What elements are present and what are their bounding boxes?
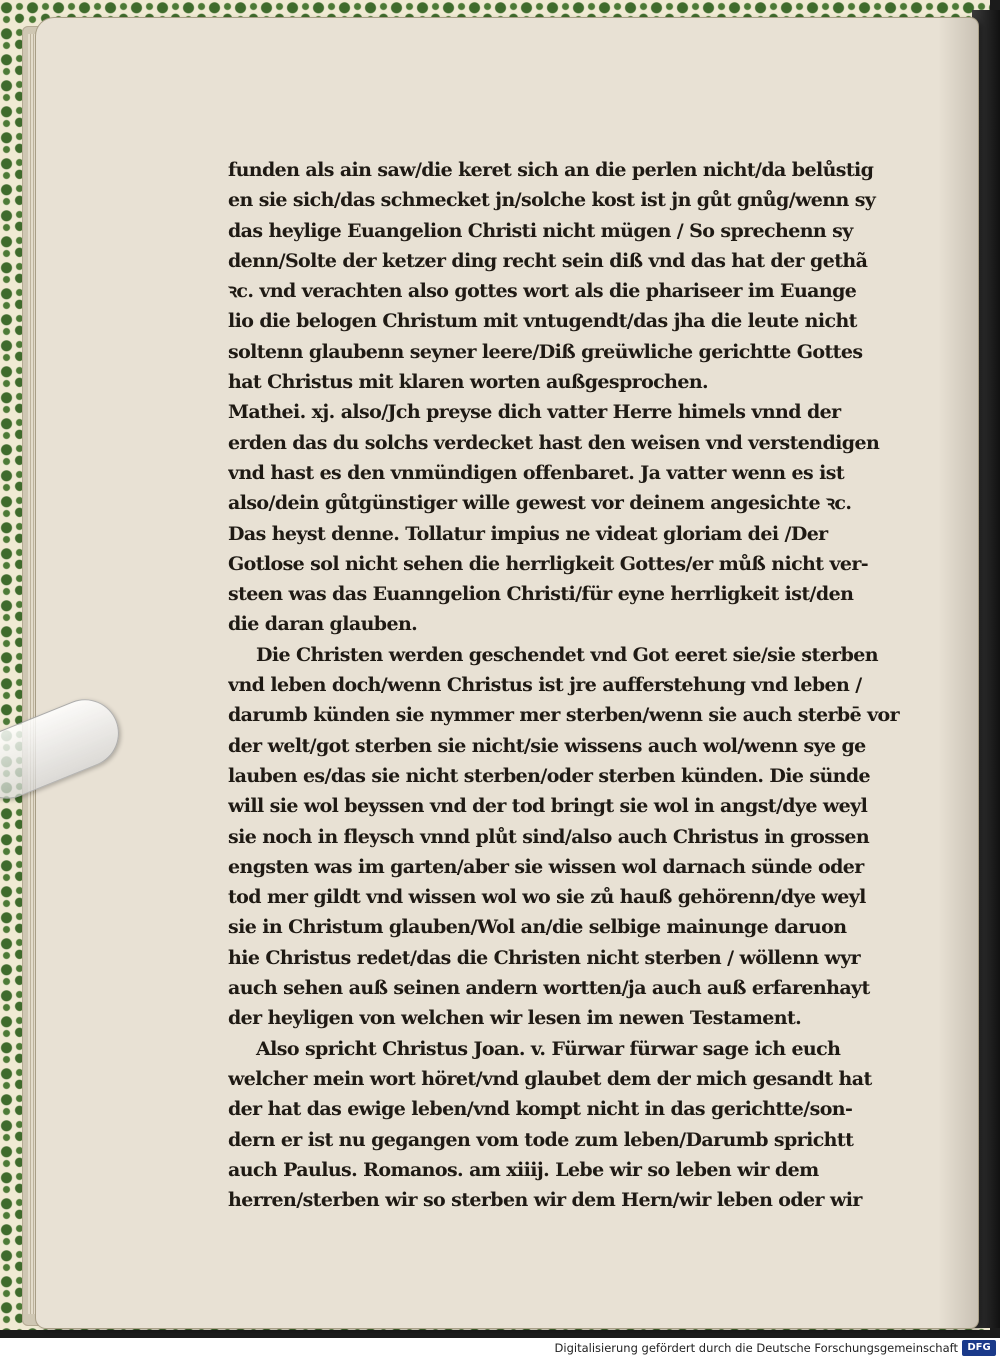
text-line: lauben es/das sie nicht sterben/oder sterben künden. Die sünde [228,764,871,787]
text-line: der hat das ewige leben/vnd kompt nicht in das gerichtte/son- [228,1098,853,1121]
text-line: Das heyst denne. Tollatur impius ne videat gloriam dei /Der [228,522,828,545]
text-line: dern er ist nu gegangen vom tode zum leben/Darumb sprichtt [228,1128,854,1151]
text-line: will sie wol beyssen vnd der tod bringt sie wol in angst/dye weyl [228,795,868,818]
text-line: welcher mein wort höret/vnd glaubet dem der mich gesandt hat [228,1067,872,1090]
text-line: das heylige Euangelion Christi nicht mügen / So sprechenn sy [228,219,853,242]
text-line: denn/Solte der ketzer ding recht sein diß vnd das hat der gethã [228,249,868,272]
text-line: engsten was im garten/aber sie wissen wol darnach sünde oder [228,855,864,878]
text-line: Die Christen werden geschendet vnd Got eeret sie/sie sterben [256,643,878,666]
text-line: hie Christus redet/das die Christen nicht sterben / wöllenn wyr [228,946,861,969]
text-line: der heyligen von welchen wir lesen im newen Testament. [228,1007,802,1030]
text-line: ꝛc. vnd verachten also gottes wort als die phariseer im Euange [228,280,857,303]
page-text-block [228,155,906,1215]
text-line: en sie sich/das schmecket jn/solche kost ist jn gůt gnůg/wenn sy [228,189,876,212]
text-line: Also spricht Christus Joan. v. Fürwar fürwar sage ich euch [256,1037,841,1060]
text-line: hat Christus mit klaren worten außgesprochen. [228,371,709,394]
text-line: darumb künden sie nymmer mer sterben/wenn sie auch sterbē vor [228,704,900,727]
text-line: der welt/got sterben sie nicht/sie wissens auch wol/wenn sye ge [228,734,866,757]
text-line: also/dein gůtgünstiger wille gewest vor deinem angesichte ꝛc. [228,492,852,515]
text-line: auch sehen auß seinen andern wortten/ja auch auß erfarenhayt [228,977,870,1000]
text-line: vnd leben doch/wenn Christus ist jre aufferstehung vnd leben / [228,674,862,697]
text-line: tod mer gildt vnd wissen wol wo sie zů hauß gehörenn/dye weyl [228,886,866,909]
text-line: lio die belogen Christum mit vntugendt/das jha die leute nicht [228,310,857,333]
text-line: erden das du solchs verdecket hast den weisen vnd verstendigen [228,431,880,454]
text-line: sie noch in fleysch vnnd plůt sind/also auch Christus in grossen [228,825,870,848]
text-line: soltenn glaubenn seyner leere/Diß greüwliche gerichtte Gottes [228,340,863,363]
text-line: funden als ain saw/die keret sich an die perlen nicht/da belůstig [228,159,874,181]
text-line: sie in Christum glauben/Wol an/die selbige mainunge daruon [228,916,847,939]
text-line: die daran glauben. [228,613,418,636]
text-line: vnd hast es den vnmündigen offenbaret. Ja vatter wenn es ist [228,461,844,484]
footer-bar [0,1338,1000,1359]
text-line: herren/sterben wir so sterben wir dem Hern/wir leben oder wir [228,1189,862,1212]
text-line: Gotlose sol nicht sehen die herrligkeit Gottes/er můß nicht ver- [228,552,869,575]
text-line: steen was das Euanngelion Christi/für eyne herrligkeit ist/den [228,583,854,606]
funding-credit: Digitalisierung gefördert durch die Deutsche Forschungsgemeinschaft [554,1341,958,1355]
dfg-logo-icon: DFG [962,1340,996,1356]
text-line: Mathei. xj. also/Jch preyse dich vatter Herre himels vnnd der [228,401,841,424]
text-line: auch Paulus. Romanos. am xiiij. Lebe wir so leben wir dem [228,1158,819,1181]
